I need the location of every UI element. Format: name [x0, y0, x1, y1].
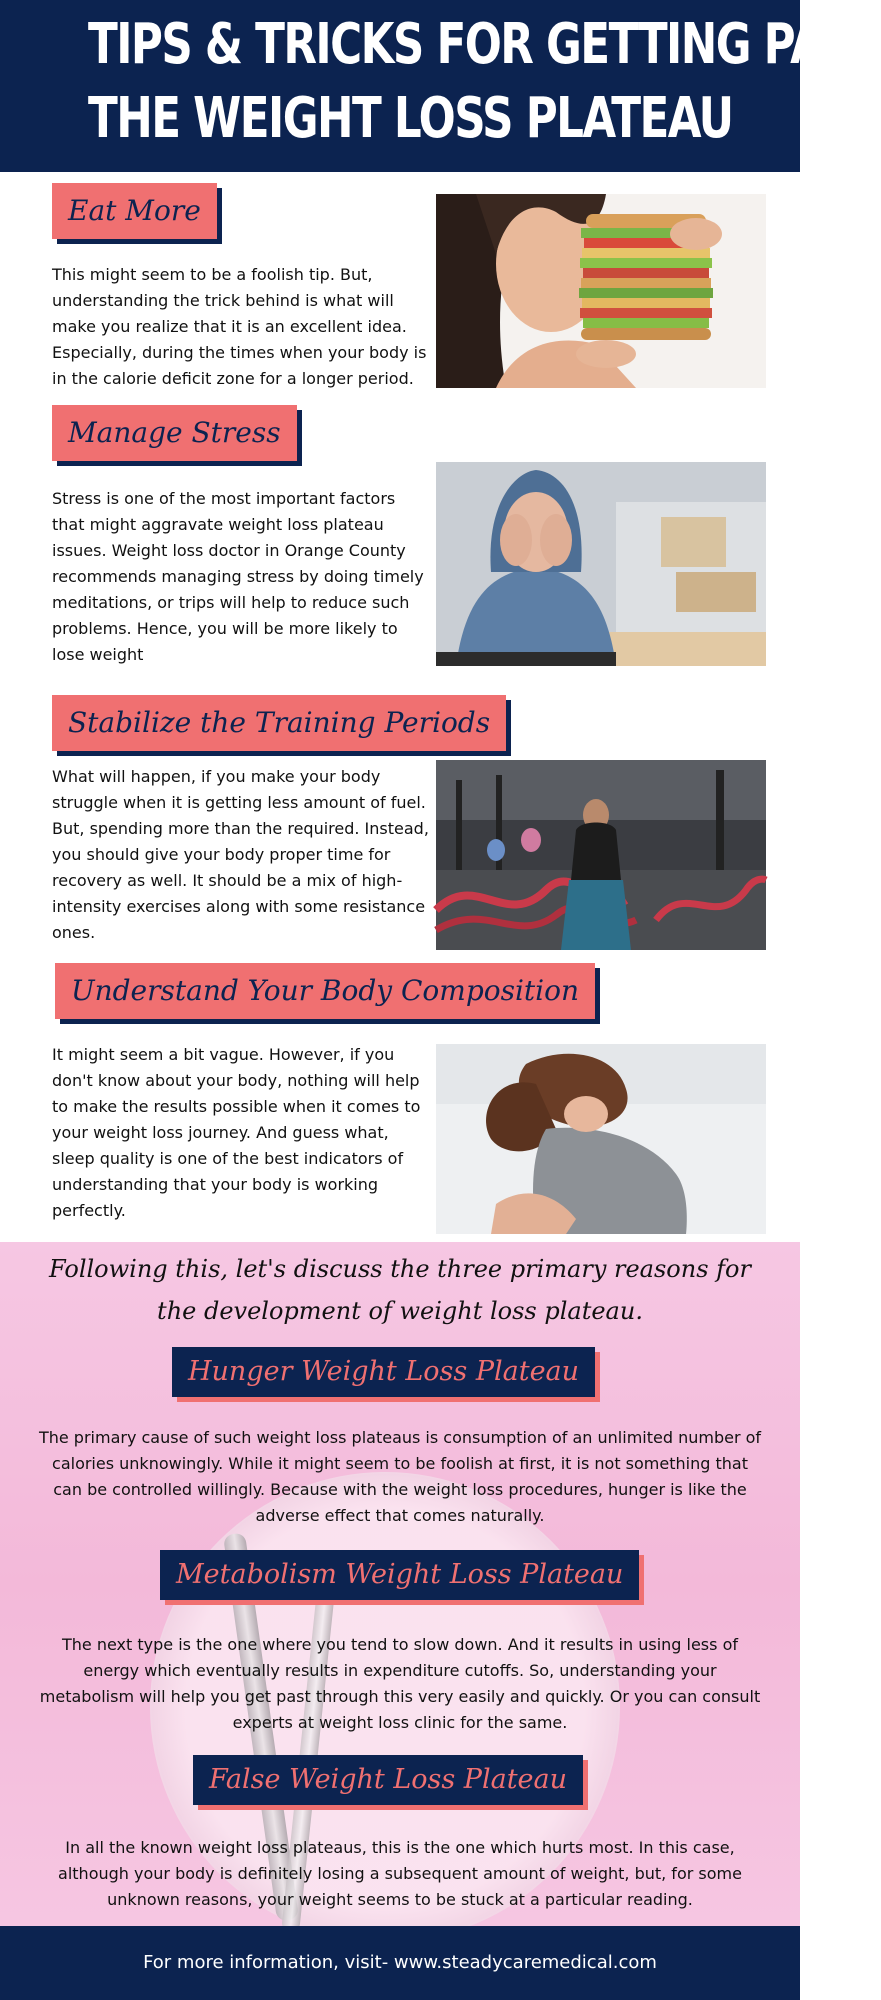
- woman-eating-sandwich-image: [436, 194, 766, 388]
- header-banner: [0, 0, 881, 172]
- stressed-man-image: [436, 462, 766, 666]
- text-eat-more: This might seem to be a foolish tip. But, understanding the trick behind is what will make you realize that it is an excellent idea. Especially, during the times when your body is in the calorie deficit zone for a longer period.: [52, 265, 427, 388]
- title-line-2: THE WEIGHT LOSS PLATEAU: [88, 86, 733, 151]
- woman-sleeping-image: [436, 1044, 766, 1234]
- heading-body-composition: Understand Your Body Composition: [55, 963, 595, 1019]
- page-title: [88, 0, 881, 156]
- heading-false-plateau: False Weight Loss Plateau: [193, 1755, 583, 1805]
- heading-metabolism-plateau: Metabolism Weight Loss Plateau: [160, 1550, 639, 1600]
- heading-eat-more: Eat More: [52, 183, 217, 239]
- woman-eating-sandwich-illustration: [436, 194, 766, 388]
- text-stabilize-training: What will happen, if you make your body struggle when it is getting less amount of fuel. But, spending more than the required. Instead, you should give your body proper time for recovery as well. It should be a mix of high-intensity exercises along with some resistance ones.: [52, 767, 429, 942]
- woman-sleeping-illustration: [436, 1044, 766, 1234]
- text-hunger-plateau: The primary cause of such weight loss plateaus is consumption of an unlimited number of calories unknowingly. While it might seem to be foolish at first, it is not something that can be controlled willingly. Because with the weight loss procedures, hunger is like the adverse effect that comes naturally.: [38, 1428, 762, 1525]
- footer-banner: [0, 1926, 800, 2000]
- text-body-composition: It might seem a bit vague. However, if you don't know about your body, nothing will help to make the results possible when it comes to your weight loss journey. And guess what, sleep quality is one of the best indicators of understanding that your body is working perfectly.: [52, 1045, 421, 1220]
- text-false-plateau: In all the known weight loss plateaus, this is the one which hurts most. In this case, although your body is definitely losing a subsequent amount of weight, but, for some unknown reasons, your weight seems to be stuck at a particular reading.: [58, 1838, 742, 1909]
- title-line-1: TIPS & TRICKS FOR GETTING PAST: [88, 12, 881, 77]
- heading-stabilize-training: Stabilize the Training Periods: [52, 695, 506, 751]
- footer-website-link[interactable]: For more information, visit- www.steadycaremedical.com: [143, 1952, 657, 1973]
- heading-hunger-plateau: Hunger Weight Loss Plateau: [172, 1347, 595, 1397]
- reasons-intro: Following this, let's discuss the three primary reasons for the development of weight loss plateau.: [49, 1255, 751, 1325]
- text-metabolism-plateau: The next type is the one where you tend to slow down. And it results in using less of energy which eventually results in expenditure cutoffs. So, understanding your metabolism will help you get past through this very easily and quickly. Or you can consult experts at weight loss clinic for the same.: [39, 1635, 761, 1732]
- gym-battle-ropes-image: [436, 760, 766, 950]
- text-manage-stress: Stress is one of the most important factors that might aggravate weight loss plateau issues. Weight loss doctor in Orange County recommends managing stress by doing timely meditations, or trips will help to reduce such problems. Hence, you will be more likely to lose weight: [52, 489, 424, 664]
- gym-battle-ropes-illustration: [436, 760, 766, 950]
- heading-manage-stress: Manage Stress: [52, 405, 297, 461]
- stressed-man-illustration: [436, 462, 766, 666]
